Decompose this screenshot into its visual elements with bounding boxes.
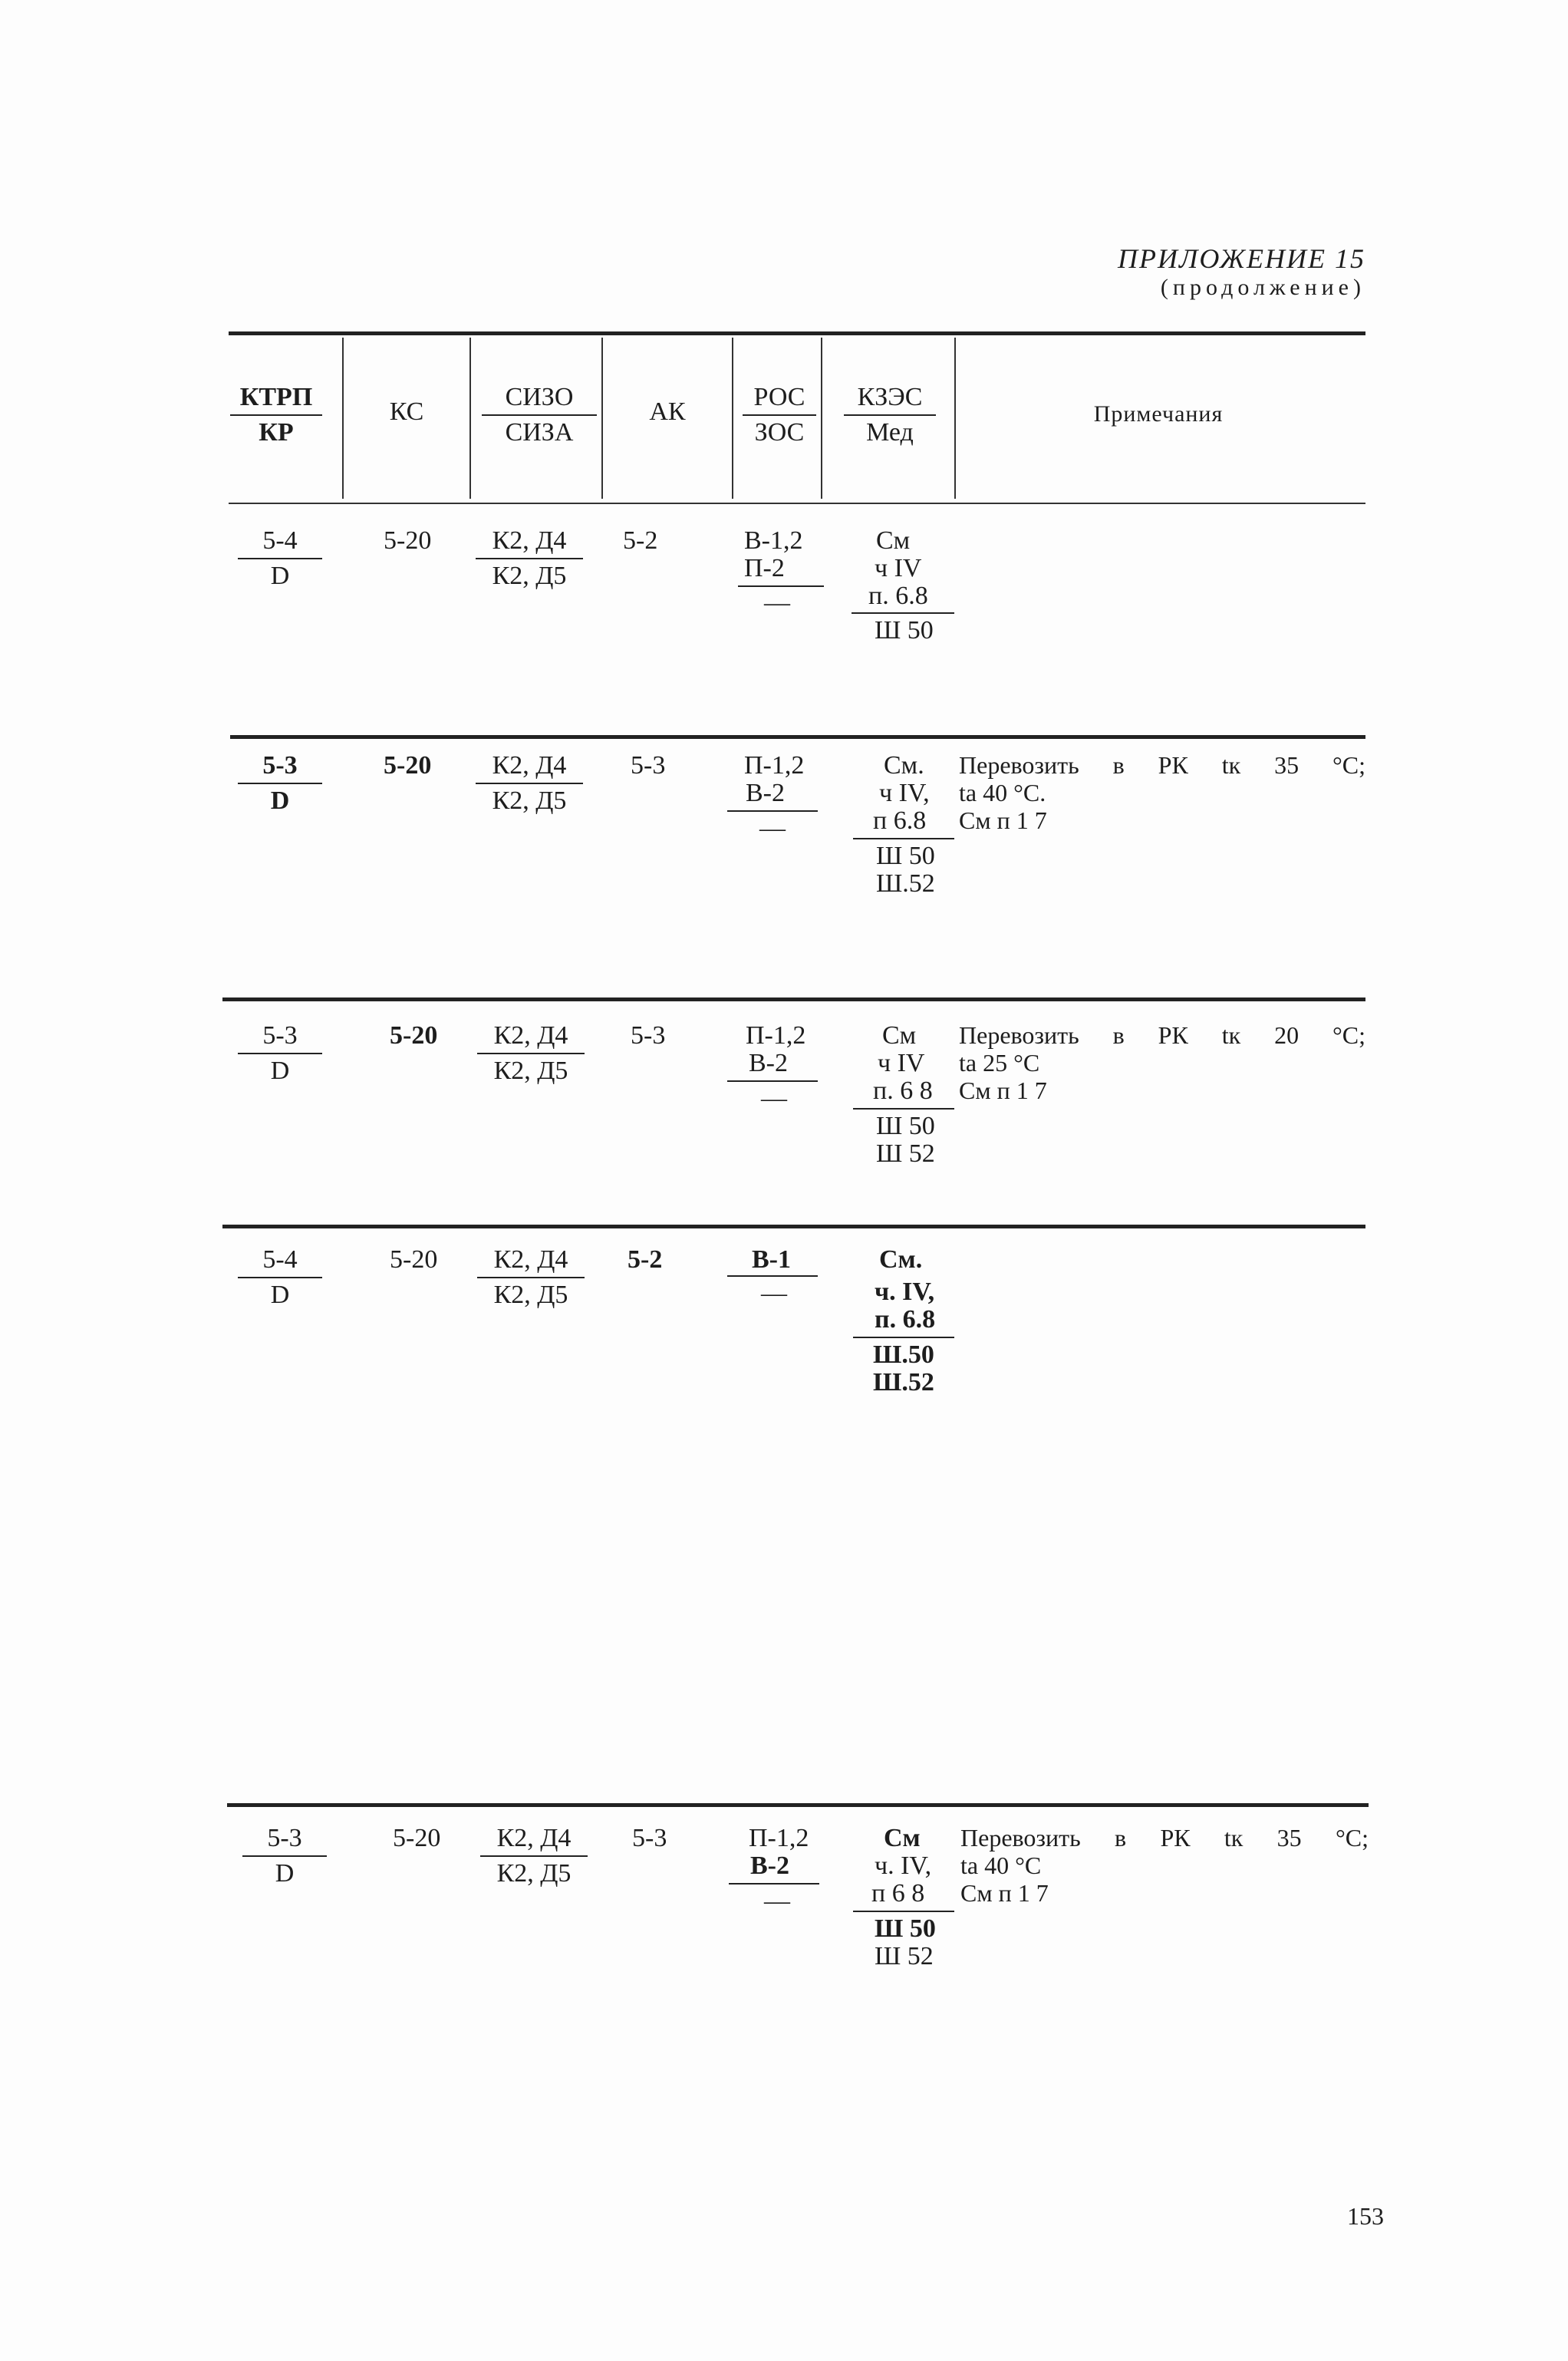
med-line-3: п 6 8 — [871, 1879, 925, 1908]
fraction-bar — [476, 783, 583, 784]
sizo-value: К2, Д4 — [493, 1021, 568, 1050]
note-line-2: tа 40 °С. — [959, 779, 1046, 806]
note-line-3: См п 1 7 — [959, 806, 1047, 834]
ktrp-value: 5-4 — [262, 1245, 298, 1274]
ks-value: 5-20 — [384, 751, 432, 780]
note-line-1: Перевозить в РК tк 20 °С; — [959, 1021, 1365, 1049]
med-line-3: п. 6 8 — [873, 1077, 933, 1105]
ktrp-kr-value — [238, 1245, 322, 1311]
fraction-bar — [230, 414, 322, 416]
fraction-bar — [844, 414, 936, 416]
ktrp-value: 5-3 — [267, 1824, 302, 1852]
med-line-5: Ш.52 — [876, 869, 935, 898]
fraction-bar — [477, 1053, 585, 1054]
row-separator — [222, 997, 1365, 1001]
med-line-5: Ш 52 — [875, 1942, 934, 1970]
fraction-bar — [729, 1883, 819, 1885]
med-line-5: Ш.52 — [873, 1368, 934, 1396]
col-header-kzes — [844, 382, 936, 448]
ktrp-value: 5-4 — [262, 526, 298, 555]
med-line-3: п 6.8 — [873, 806, 927, 835]
sizo-value: К2, Д4 — [493, 1245, 568, 1274]
col-sep — [601, 338, 603, 499]
note-line-3: См п 1 7 — [959, 1077, 1047, 1104]
page-number: 153 — [1347, 2202, 1384, 2230]
sizo-value: К2, Д4 — [496, 1824, 572, 1852]
med-line-2: ч. IV, — [875, 1278, 935, 1306]
med-line-1: См — [884, 1824, 921, 1852]
ak-value: 5-3 — [631, 1021, 666, 1050]
med-line-4: Ш 50 — [876, 1112, 935, 1140]
fraction-bar — [238, 1277, 322, 1278]
ktrp-label: КТРП — [239, 383, 313, 411]
fraction-bar — [853, 1108, 954, 1110]
ks-value: 5-20 — [384, 526, 432, 555]
ros-value-2: П-2 — [744, 554, 785, 582]
siza-value: К2, Д5 — [493, 1281, 568, 1309]
fraction-bar — [853, 838, 954, 839]
row-separator — [230, 735, 1365, 739]
ros-value-1: П-1,2 — [749, 1824, 809, 1852]
fraction-bar — [477, 1277, 585, 1278]
med-line-2: ч IV, — [879, 779, 930, 807]
col-header-ktrp — [230, 382, 322, 448]
zos-value: — — [764, 1887, 790, 1915]
note-line-1: Перевозить в РК tк 35 °С; — [960, 1824, 1369, 1852]
ak-value: 5-2 — [628, 1245, 663, 1274]
zos-value: — — [759, 814, 786, 843]
fraction-bar — [852, 612, 954, 614]
col-sep — [732, 338, 733, 499]
fraction-bar — [727, 1275, 818, 1277]
ros-value-1: В-1 — [752, 1245, 791, 1274]
sizo-siza-value — [476, 526, 583, 592]
col-header-ks: КС — [389, 397, 424, 426]
ks-value: 5-20 — [390, 1021, 438, 1050]
ktrp-kr-value — [242, 1823, 327, 1889]
ks-value: 5-20 — [390, 1245, 438, 1274]
ros-value-1: П-1,2 — [746, 1021, 806, 1050]
sizo-siza-value — [480, 1823, 588, 1889]
ak-value: 5-3 — [631, 751, 666, 780]
ks-value: 5-20 — [393, 1824, 441, 1852]
siza-value: К2, Д5 — [496, 1859, 572, 1888]
ros-value-1: П-1,2 — [744, 751, 805, 780]
ktrp-kr-value — [238, 526, 322, 592]
ros-value-1: В-1,2 — [744, 526, 803, 555]
siza-label: СИЗА — [505, 418, 574, 447]
ktrp-value: 5-3 — [262, 751, 298, 780]
ros-label: РОС — [753, 383, 805, 411]
siza-value: К2, Д5 — [492, 562, 567, 590]
sizo-value: К2, Д4 — [492, 526, 567, 555]
ktrp-kr-value — [238, 1021, 322, 1087]
siza-value: К2, Д5 — [493, 1057, 568, 1085]
med-line-3: п. 6.8 — [868, 582, 928, 610]
sizo-value: К2, Д4 — [492, 751, 567, 780]
fraction-bar — [238, 783, 322, 784]
col-header-ak: АК — [649, 397, 686, 426]
ktrp-kr-value — [238, 750, 322, 816]
siza-value: К2, Д5 — [492, 786, 567, 815]
ros-value-2: В-2 — [750, 1852, 789, 1880]
note-line-2: tа 25 °С — [959, 1049, 1040, 1077]
med-line-1: См. — [879, 1245, 923, 1274]
col-header-ros — [743, 382, 816, 448]
kr-value: D — [270, 786, 290, 815]
col-sep — [954, 338, 956, 499]
fraction-bar — [482, 414, 597, 416]
col-header-notes: Примечания — [1093, 401, 1224, 427]
med-line-4: Ш 50 — [875, 616, 934, 645]
zos-value: — — [764, 589, 790, 617]
fraction-bar — [238, 558, 322, 559]
table-header-bottom-rule — [229, 503, 1365, 504]
table-top-rule — [229, 331, 1365, 335]
med-line-1: См. — [884, 751, 924, 780]
fraction-bar — [476, 558, 583, 559]
ak-value: 5-3 — [632, 1824, 667, 1852]
ktrp-value: 5-3 — [262, 1021, 298, 1050]
sizo-siza-value — [477, 1021, 585, 1087]
fraction-bar — [727, 810, 818, 812]
fraction-bar — [738, 585, 824, 587]
med-line-4: Ш 50 — [875, 1914, 936, 1943]
med-line-2: ч. IV, — [875, 1852, 932, 1880]
kr-value: D — [270, 562, 290, 590]
fraction-bar — [238, 1053, 322, 1054]
med-line-5: Ш 52 — [876, 1139, 935, 1168]
col-sep — [342, 338, 344, 499]
zos-value: — — [761, 1084, 787, 1113]
fraction-bar — [853, 1911, 954, 1912]
ak-value: 5-2 — [623, 526, 658, 555]
row-separator — [222, 1225, 1365, 1228]
sizo-siza-value — [476, 750, 583, 816]
med-line-2: ч IV — [875, 554, 922, 582]
fraction-bar — [743, 414, 816, 416]
med-label: Мед — [866, 418, 914, 447]
kr-value: D — [270, 1281, 290, 1309]
appendix-subtitle: (продолжение) — [1160, 275, 1365, 300]
fraction-bar — [853, 1337, 954, 1338]
appendix-title: ПРИЛОЖЕНИЕ 15 — [1118, 243, 1365, 274]
ros-value-2: В-2 — [746, 779, 785, 807]
med-line-3: п. 6.8 — [875, 1305, 936, 1334]
med-line-1: См — [882, 1021, 917, 1050]
kr-label: КР — [259, 418, 294, 447]
med-line-1: См — [876, 526, 911, 555]
col-sep — [821, 338, 822, 499]
kzes-label: КЗЭС — [857, 383, 923, 411]
col-header-sizo — [482, 382, 597, 448]
sizo-siza-value — [477, 1245, 585, 1311]
fraction-bar — [480, 1855, 588, 1857]
med-line-2: ч IV — [878, 1049, 925, 1077]
zos-value: — — [761, 1279, 787, 1307]
med-line-4: Ш 50 — [876, 842, 935, 870]
col-sep — [469, 338, 471, 499]
kr-value: D — [270, 1057, 290, 1085]
sizo-label: СИЗО — [505, 383, 574, 411]
note-line-3: См п 1 7 — [960, 1879, 1049, 1907]
note-line-2: tа 40 °С — [960, 1852, 1042, 1879]
zos-label: ЗОС — [754, 418, 805, 447]
med-line-4: Ш.50 — [873, 1340, 934, 1369]
fraction-bar — [727, 1080, 818, 1082]
fraction-bar — [242, 1855, 327, 1857]
kr-value: D — [275, 1859, 295, 1888]
row-separator — [227, 1803, 1369, 1807]
ros-value-2: В-2 — [749, 1049, 788, 1077]
note-line-1: Перевозить в РК tк 35 °С; — [959, 751, 1365, 779]
